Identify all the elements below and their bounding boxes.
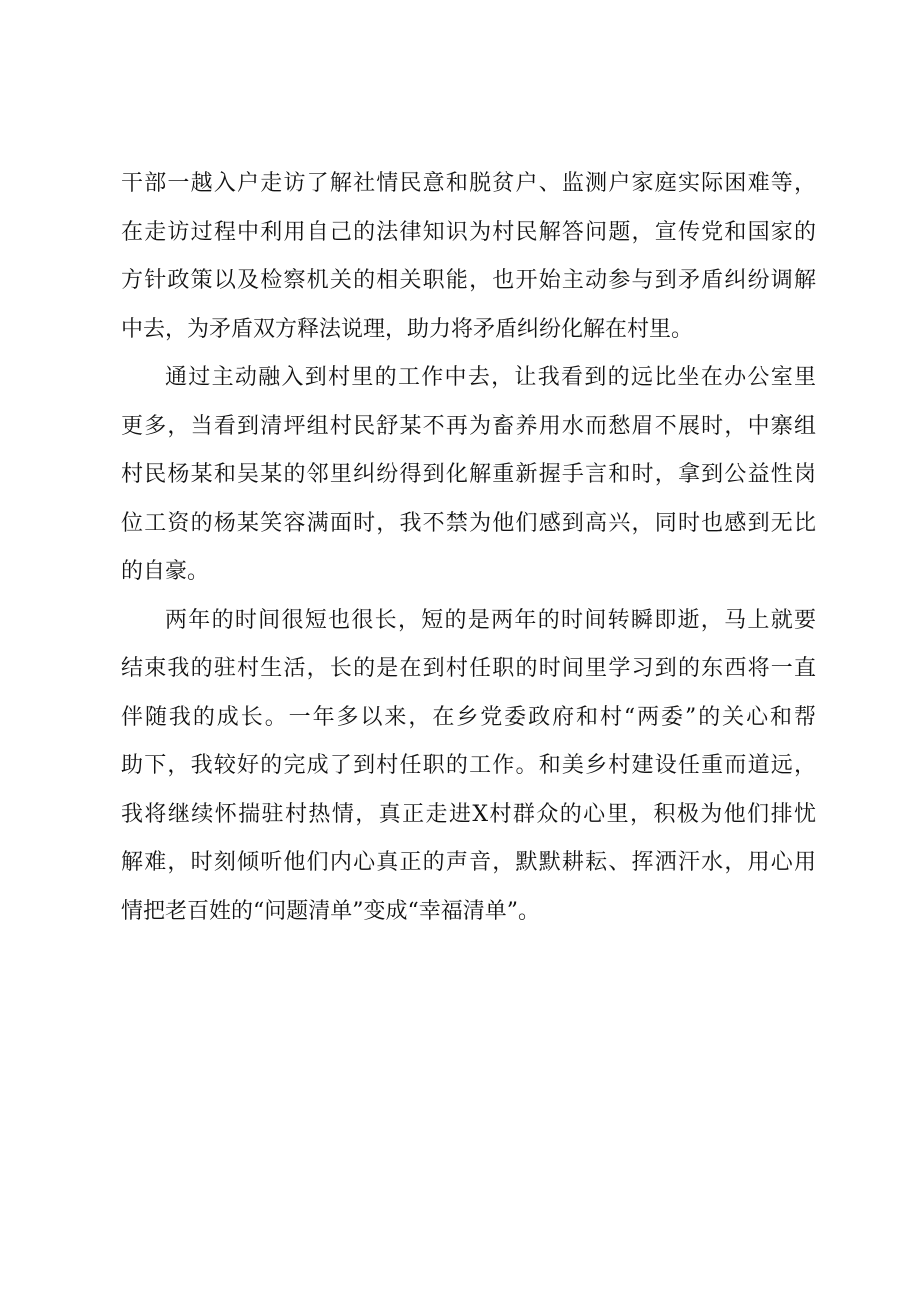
document-body [121, 160, 816, 936]
paragraph-3-line-4: 助下，我较好的完成了到村任职的工作。和美乡村建设任重而道远， [121, 753, 816, 778]
paragraph-2-line-3: 村民杨某和吴某的邻里纠纷得到化解重新握手言和时，拿到公益性岗 [121, 462, 816, 487]
paragraph-3-line-6: 解难，时刻倾听他们内心真正的声音，默默耕耘、挥洒汗水，用心用 [121, 850, 816, 875]
paragraph-3-line-5: 我将继续怀揣驻村热情，真正走进X村群众的心里，积极为他们排忧 [121, 801, 816, 827]
paragraph-3-line-1: 两年的时间很短也很长，短的是两年的时间转瞬即逝，马上就要 [165, 607, 816, 633]
paragraph-3-line-7: 情把老百姓的“问题清单”变成“幸福清单”。 [121, 898, 540, 924]
paragraph-2-line-4: 位工资的杨某笑容满面时，我不禁为他们感到高兴，同时也感到无比 [121, 510, 816, 536]
paragraph-1-line-2: 在走访过程中利用自己的法律知识为村民解答问题，宣传党和国家的 [121, 219, 816, 245]
paragraph-1-line-1: 干部一越入户走访了解社情民意和脱贫户、监测户家庭实际困难等， [121, 171, 816, 196]
paragraph-1-line-4: 中去，为矛盾双方释法说理，助力将矛盾纠纷化解在村里。 [121, 316, 694, 342]
paragraph-2-line-1: 通过主动融入到村里的工作中去，让我看到的远比坐在办公室里 [165, 365, 816, 390]
paragraph-2-line-5: 的自豪。 [121, 559, 210, 584]
paragraph-3-line-2: 结束我的驻村生活，长的是在到村任职的时间里学习到的东西将一直 [121, 656, 816, 681]
paragraph-1-line-3: 方针政策以及检察机关的相关职能，也开始主动参与到矛盾纠纷调解 [121, 268, 816, 293]
paragraph-3-line-3: 伴随我的成长。一年多以来，在乡党委政府和村“两委”的关心和帮 [121, 704, 816, 730]
paragraph-2-line-2: 更多，当看到清坪组村民舒某不再为畜养用水而愁眉不展时，中寨组 [121, 413, 816, 439]
